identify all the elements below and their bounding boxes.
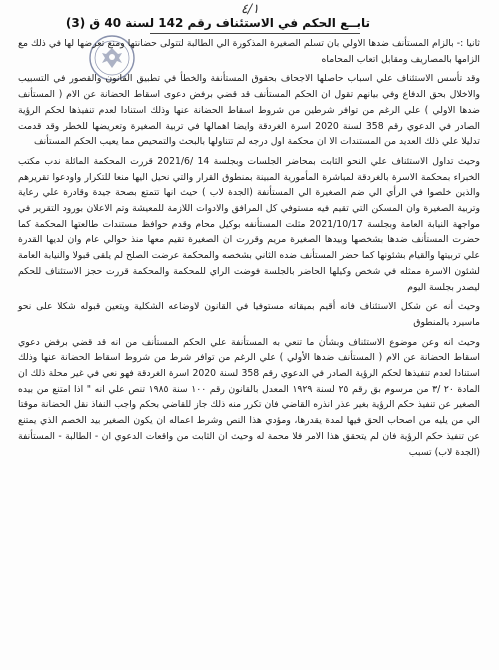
paragraph-merits: وحيث انه وعن موضوع الاستئناف وبشأن ما تنعي به المستأنفة علي الحكم المستأنف من انه قد قضي برفض دعوي اسقاط الحضانة عن الام ( المستأنف ضدها الأولي ) علي الرغم من توافر شرط من شروط اسقاط الحضانة عنها وذلك استنادا لعدم تنفيذها لحكم الرؤية الصادر في الدعوي رقم 358 لسنة 2020 اسرة الغردقة فهو نعي في غير محلة ذلك ان المادة ٢٠ /٣ من مرسوم بق رقم ٢٥ لسنة ١٩٢٩ المعدل بالقانون رقم ١٠٠ سنة ١٩٨٥ تنص علي انه " اذا امتنع من بيده الصغير عن تنفيذ حكم الرؤية بغير عذر انذره القاضي فان تكرر منه ذلك جاز للقاضي بحكم واجب النفاذ نقل الحضانة موقتا الي من يليه من اصحاب الحق فيها لمدة يقدرها، ومؤدي هذا النص وشرط اعماله ان يكون الصغير بيد الخصم الذي يمتنع عن تنفيذ حكم الرؤية فان لم يتحقق هذا الامر فلا محمة له وحيث ان الثابت من واقعات الدعوي ان - الطالبة - المستأنفة (الجدة لاب) تسبب: [18, 336, 481, 458]
paragraph-ruling-second: ثانيا :- بالزام المستأنف ضدها الاولي بان تسلم الصغيرة المذكورة الي الطالبة لتتولى حضانتها ومنع تعرضها لها في ذلك مع الزامها بالمصاريف ومقابل اتعاب المحاماه: [18, 38, 480, 65]
paragraph-proceedings: وحيث تداول الاستئناف علي النحو الثابت بمحاضر الجلسات وبجلسة 14 /2021/6 قررت المحكمة المائلة ندب مكتب الخبراء بمحكمة الاسرة بالغردقة لمباشرة المأمورية المبينة بمنطوق القرار والتي نحيل اليها منعا للتكرار واودعوا تقريرهم والذين خلصوا في الرأي الي ضم الصغيرة الي المستأنفة (الجدة لاب ) حيث انها تتمتع بصحة جيدة وقادرة علي رعاية وتربية الصغيرة وان المسكن التي تقيم فيه مستوفي كل المرافق والادوات اللازمة للمعيشة وتم الاعلان بورود التقرير في مواجهة النيابة العامة وبجلسة 2021/10/17 مثلت المستأنفه بوكيل محام وقدم حوافظ مستندات طالعتها المحكمة كما حضرت المستأنف ضدها بشخصها وبيدها الصغيرة مريم وقررت ان الصغيرة تقيم معها منذ حوالي عام وان لديها القدرة علي تربيتها والقيام بشئونها كما حضر المستأنف ضده الثاني بشخصه والمحكمة عرضت الصلح لم يلقى قبولا والنيابة العامة لشئون الاسرة ممثله في شخص وكيلها الحاضر بالجلسة فوضت الراي للمحكمة والمحكمة قررت حجز الاستئناف للحكم ليصدر بجلسة اليوم: [18, 155, 481, 293]
header-title: تابــع الحكم في الاستئناف رقم 142 لسنة 40 ق (3): [65, 16, 370, 30]
header-underline: [150, 33, 360, 34]
page-number: ٤/١: [240, 2, 260, 17]
paragraph-form-of-appeal: وحيث أنه عن شكل الاستئناف فانه أقيم بميقاته مستوفيا في القانون لاوضاعه الشكلية ويتعين قبوله شكلا على نحو ماسيرد بالمنطوق: [18, 301, 480, 328]
judgment-body: [18, 36, 480, 463]
paragraph-appeal-grounds: وقد تأسس الاستئناف علي اسباب حاصلها الاجحاف بحقوق المستأنفة والخطأ في تطبيق القانون والقصور في التسبيب والاخلال بحق الدفاع وفي بيانهم تقول ان الحكم المستأنف قد قضي برفض دعوى اسقاط الحضانة عن الام ( المستأنف ضدها الاولي ) علي الرغم من توافر شرطين من شروط اسقاط الحضانة عنها وذلك استنادا لعدم تنفيذها لحكم الرؤية الصادر في الدعوي رقم 358 لسنة 2020 اسرة الغردقة وايضا اهمالها في تربية الصغيرة وتعريضها للخطر وقد قدمت تدليلا علي ذلك العديد من المستندات الا ان محكمة اول درجه لم تتناولها بالبحث والتمحيص مما يعيب الحكم المستأنف: [18, 73, 481, 148]
